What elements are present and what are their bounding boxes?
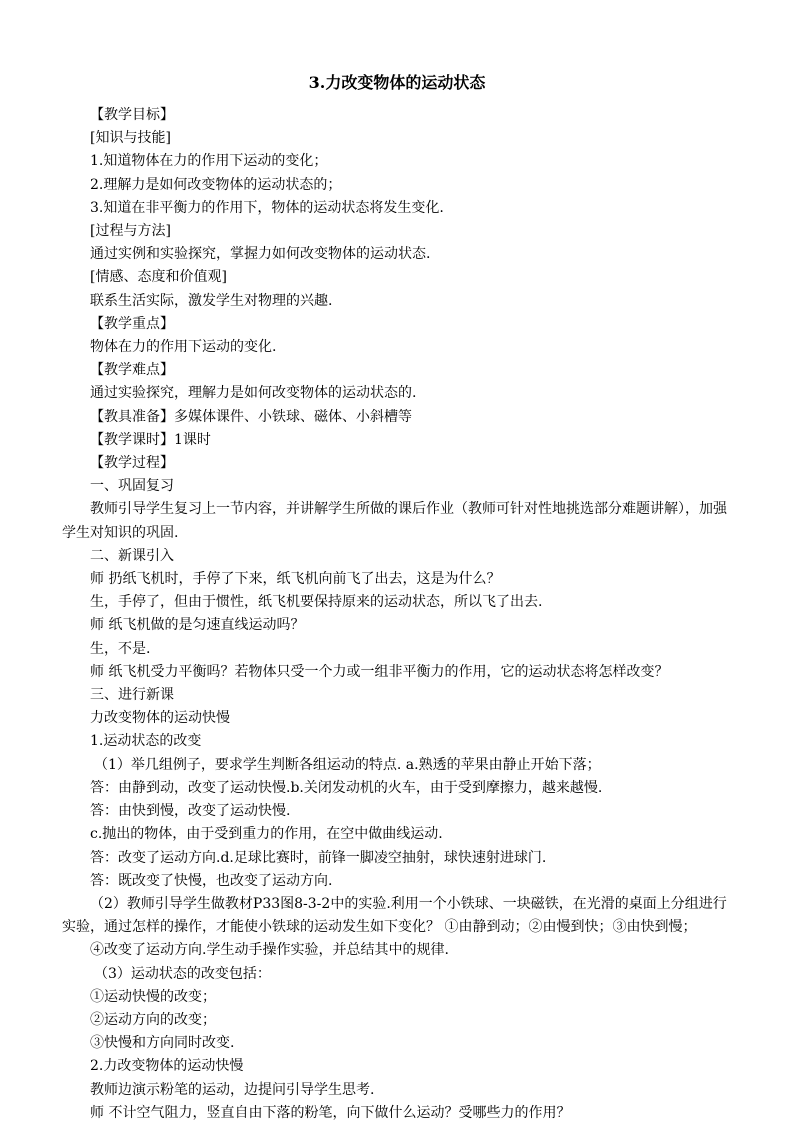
dialogue-line: 师 纸飞机做的是匀速直线运动吗？ [90, 617, 305, 634]
list-item: ②运动方向的改变； [90, 1011, 216, 1028]
subheading-process: [过程与方法] [90, 223, 171, 240]
subsection-heading: 1.运动状态的改变 [90, 733, 202, 750]
section-review: 一、巩固复习 [90, 478, 174, 495]
page-title: 3.力改变物体的运动状态 [308, 73, 486, 92]
paragraph: 2.理解力是如何改变物体的运动状态的； [90, 176, 342, 193]
subheading-knowledge: [知识与技能] [90, 130, 171, 147]
section-new-lesson: 三、进行新课 [90, 687, 174, 704]
paragraph: 3.知道在非平衡力的作用下，物体的运动状态将发生变化. [90, 199, 444, 216]
section-introduction: 二、新课引入 [90, 547, 174, 564]
paragraph: 力改变物体的运动快慢 [90, 710, 230, 727]
dialogue-line: 师 扔纸飞机时，手停了下来，纸飞机向前飞了出去，这是为什么？ [90, 571, 501, 588]
answer-line: 答：由快到慢，改变了运动快慢. [90, 803, 291, 820]
paragraph: （1）举几组例子，要求学生判断各组运动的特点. a.熟透的苹果由静止开始下落； [94, 756, 601, 773]
paragraph: 教师引导学生复习上一节内容，并讲解学生所做的课后作业（教师可针对性地挑选部分难题讲解），加强学生对知识的巩固. [62, 501, 727, 541]
answer-line: 答：由静到动，改变了运动快慢.b.关闭发动机的火车，由于受到摩擦力，越来越慢. [90, 779, 603, 796]
answer-line: 答：既改变了快慢，也改变了运动方向. [90, 872, 333, 889]
paragraph: 联系生活实际，激发学生对物理的兴趣. [90, 292, 333, 309]
heading-difficulties: 【教学难点】 [90, 362, 174, 379]
paragraph: c.抛出的物体，由于受到重力的作用，在空中做曲线运动. [90, 826, 443, 843]
dialogue-line: 师 不计空气阻力，竖直自由下落的粉笔，向下做什么运动？受哪些力的作用？ [90, 1104, 571, 1121]
heading-class-hours: 【教学课时】1课时 [90, 431, 211, 448]
answer-line: 答：改变了运动方向.d.足球比赛时，前锋一脚凌空抽射，球快速射进球门. [90, 849, 547, 866]
paragraph: 通过实例和实验探究，掌握力如何改变物体的运动状态. [90, 246, 431, 263]
heading-materials: 【教具准备】多媒体课件、小铁球、磁体、小斜槽等 [90, 408, 412, 425]
paragraph: 通过实验探究，理解力是如何改变物体的运动状态的. [90, 385, 417, 402]
paragraph: 1.知道物体在力的作用下运动的变化； [90, 153, 328, 170]
paragraph: ④改变了运动方向.学生动手操作实验，并总结其中的规律. [90, 942, 449, 959]
paragraph: （3）运动状态的改变包括： [94, 965, 271, 982]
heading-teaching-process: 【教学过程】 [90, 455, 174, 472]
dialogue-line: 师 纸飞机受力平衡吗？若物体只受一个力或一组非平衡力的作用，它的运动状态将怎样改变？ [90, 663, 669, 680]
dialogue-line: 生，手停了，但由于惯性，纸飞机要保持原来的运动状态，所以飞了出去. [90, 594, 543, 611]
list-item: ③快慢和方向同时改变. [90, 1035, 235, 1052]
subsection-heading: 2.力改变物体的运动快慢 [90, 1058, 244, 1075]
paragraph: 教师边演示粉笔的运动，边提问引导学生思考. [90, 1081, 375, 1098]
document-body [62, 104, 738, 1125]
list-item: ①运动快慢的改变； [90, 988, 216, 1005]
heading-objectives: 【教学目标】 [90, 107, 174, 123]
heading-key-points: 【教学重点】 [90, 315, 174, 332]
subheading-values: [情感、态度和价值观] [90, 269, 227, 286]
paragraph: 物体在力的作用下运动的变化. [90, 339, 277, 356]
dialogue-line: 生，不是. [90, 640, 151, 657]
paragraph: （2）教师引导学生做教材P33图8-3-2中的实验.利用一个小铁球、一块磁铁，在光滑的桌面上分组进行实验，通过怎样的操作，才能使小铁球的运动发生如下变化？ ①由静到动；②由慢到快；③由快到慢； [62, 895, 727, 936]
